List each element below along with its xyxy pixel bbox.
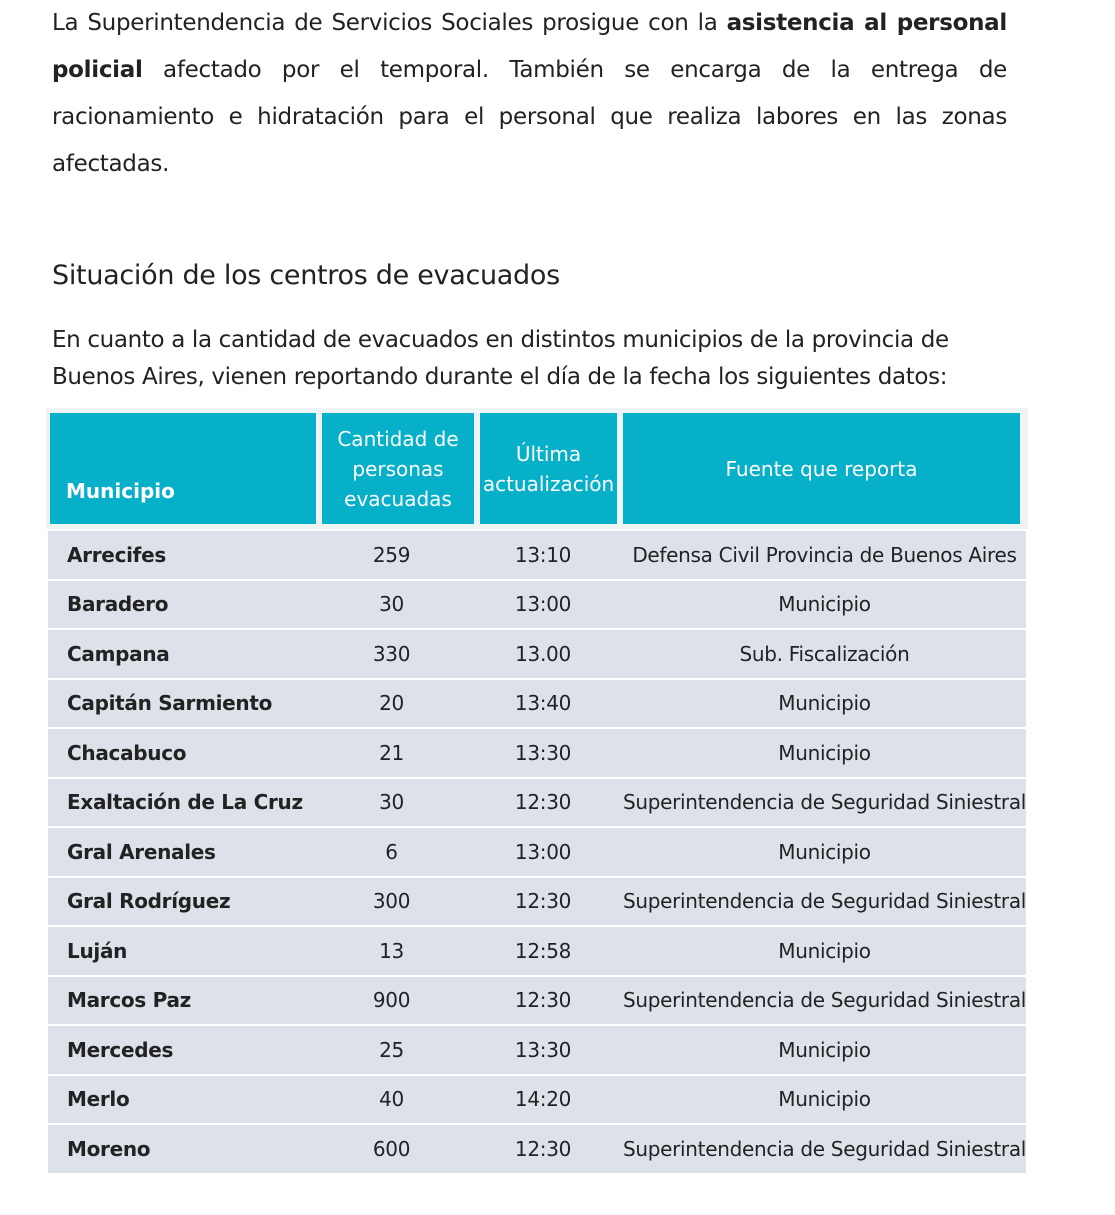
cell-hora: 12:30	[514, 988, 572, 1013]
cell-hora: 12:30	[514, 790, 572, 815]
cell-fuente: Municipio	[778, 1037, 871, 1062]
cell-fuente: Superintendencia de Seguridad Siniestral	[622, 1136, 1027, 1161]
cell-cantidad: 6	[385, 839, 398, 864]
cell-hora: 12:58	[514, 938, 572, 963]
evacuees-table	[46, 408, 1028, 1175]
table-row	[48, 878, 1026, 928]
cell-fuente: Superintendencia de Seguridad Siniestral	[622, 988, 1027, 1013]
cell-municipio: Arrecifes	[67, 542, 166, 567]
table-row	[48, 1026, 1026, 1076]
cell-municipio: Moreno	[67, 1136, 151, 1161]
cell-fuente: Superintendencia de Seguridad Siniestral	[622, 790, 1027, 815]
cell-municipio: Merlo	[67, 1087, 130, 1112]
cell-fuente: Municipio	[778, 691, 871, 716]
cell-hora: 13:40	[514, 691, 572, 716]
table-row	[48, 729, 1026, 779]
intro-paragraph	[52, 0, 1007, 188]
header-cantidad: Cantidad de personas evacuadas	[322, 413, 474, 524]
cell-hora: 13:10	[514, 542, 572, 567]
cell-municipio: Campana	[67, 641, 170, 666]
cell-cantidad: 40	[379, 1087, 404, 1112]
header-fuente: Fuente que reporta	[623, 413, 1020, 524]
header-municipio: Municipio	[50, 413, 316, 524]
lead-paragraph: En cuanto a la cantidad de evacuados en distintos municipios de la provincia de Buenos Aires, vienen reportando durante el día de la fecha los siguientes datos:	[52, 327, 949, 390]
cell-municipio: Gral Rodríguez	[67, 889, 231, 914]
intro-text-2: afectado por el temporal. También se encarga de la entrega de racionamiento e hidratación para el personal que realiza labores en las zonas afectadas.	[52, 57, 1007, 177]
cell-municipio: Baradero	[67, 592, 169, 617]
table-row	[48, 1076, 1026, 1126]
cell-hora: 12:30	[514, 889, 572, 914]
cell-hora: 14:20	[514, 1087, 572, 1112]
cell-municipio: Luján	[67, 938, 128, 963]
cell-cantidad: 900	[372, 988, 411, 1013]
section-title: Situación de los centros de evacuados	[52, 260, 560, 291]
table-row	[48, 779, 1026, 829]
cell-fuente: Municipio	[778, 839, 871, 864]
cell-municipio: Mercedes	[67, 1037, 174, 1062]
cell-cantidad: 30	[379, 790, 404, 815]
cell-hora: 13:00	[514, 592, 572, 617]
table-row	[48, 581, 1026, 631]
table-row	[48, 828, 1026, 878]
table-row	[48, 630, 1026, 680]
cell-fuente: Municipio	[778, 1087, 871, 1112]
cell-fuente: Defensa Civil Provincia de Buenos Aires	[632, 542, 1017, 567]
cell-municipio: Marcos Paz	[67, 988, 191, 1013]
cell-cantidad: 25	[379, 1037, 404, 1062]
cell-cantidad: 259	[372, 542, 411, 567]
cell-fuente: Superintendencia de Seguridad Siniestral	[622, 889, 1027, 914]
table-row	[48, 927, 1026, 977]
table-row	[48, 531, 1026, 581]
table-row	[48, 1125, 1026, 1175]
cell-municipio: Capitán Sarmiento	[67, 691, 273, 716]
table-row	[48, 680, 1026, 730]
cell-cantidad: 30	[379, 592, 404, 617]
table-header	[46, 408, 1028, 529]
intro-bold-text: asistencia al personal policial	[52, 10, 1007, 83]
cell-hora: 13.00	[515, 641, 571, 666]
cell-cantidad: 330	[372, 641, 411, 666]
cell-hora: 13:00	[514, 839, 572, 864]
cell-cantidad: 600	[372, 1136, 411, 1161]
cell-hora: 13:30	[514, 740, 572, 765]
intro-text-1: La Superintendencia de Servicios Sociales prosigue con la	[52, 10, 727, 36]
cell-municipio: Exaltación de La Cruz	[67, 790, 303, 815]
cell-municipio: Chacabuco	[67, 740, 187, 765]
cell-hora: 12:30	[514, 1136, 572, 1161]
cell-fuente: Sub. Fiscalización	[739, 641, 910, 666]
cell-cantidad: 20	[379, 691, 404, 716]
cell-hora: 13:30	[514, 1037, 572, 1062]
cell-fuente: Municipio	[778, 592, 871, 617]
table-body	[46, 531, 1028, 1175]
cell-cantidad: 300	[372, 889, 411, 914]
cell-fuente: Municipio	[778, 740, 871, 765]
cell-cantidad: 21	[379, 740, 404, 765]
cell-cantidad: 13	[379, 938, 404, 963]
header-actualizacion: Última actualización	[480, 413, 617, 524]
table-row	[48, 977, 1026, 1027]
cell-fuente: Municipio	[778, 938, 871, 963]
cell-municipio: Gral Arenales	[67, 839, 216, 864]
